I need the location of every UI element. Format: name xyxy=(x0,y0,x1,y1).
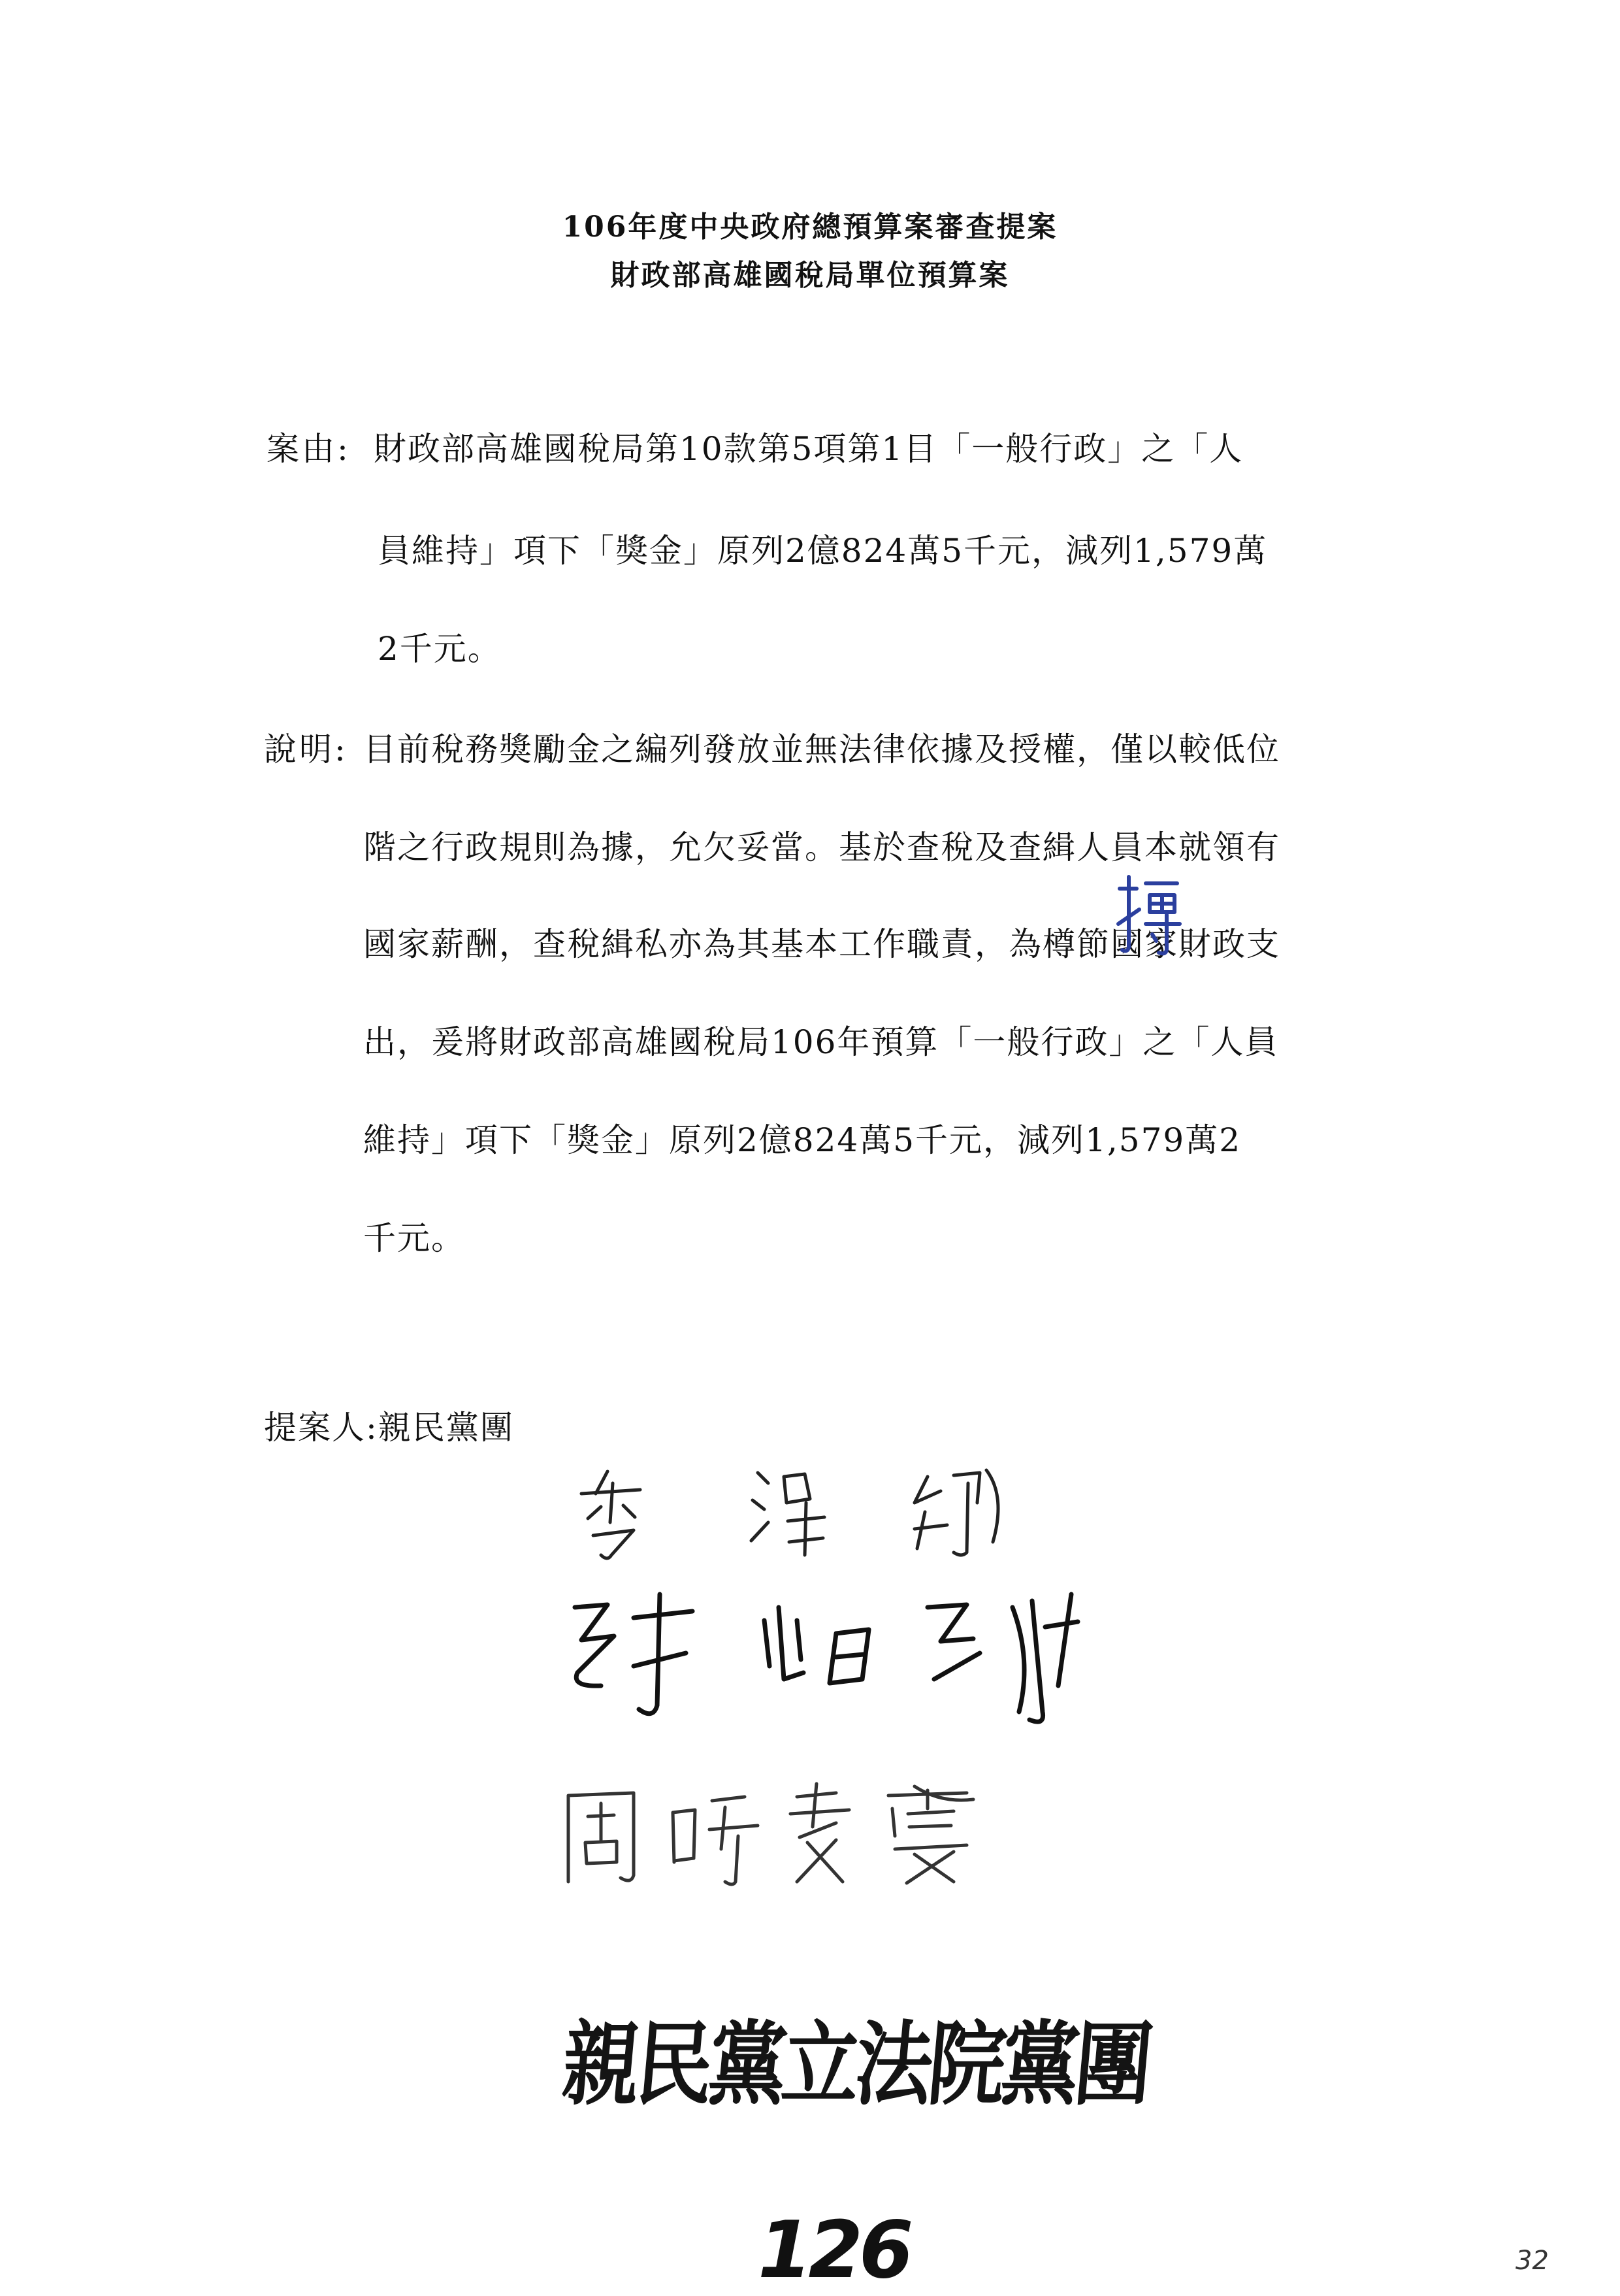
signature-3 xyxy=(549,1777,1045,1888)
corner-number: 32 xyxy=(1515,2246,1549,2276)
signature-2 xyxy=(562,1581,1124,1731)
proposer: 提案人:親民黨團 xyxy=(264,1409,514,1447)
case-label: 案由: xyxy=(267,430,351,468)
case-line-2: 員維持」項下「獎金」原列2億824萬5千元，減列1,579萬 xyxy=(378,532,1268,570)
page-number: 126 xyxy=(758,2205,910,2296)
explanation-line-5: 維持」項下「獎金」原列2億824萬5千元，減列1,579萬2 xyxy=(363,1121,1242,1159)
explanation-line-3: 國家薪酬，查稅緝私亦為其基本工作職責，為樽節國家財政支 xyxy=(363,925,1280,963)
document-subtitle: 財政部高雄國稅局單位預算案 xyxy=(610,259,1010,292)
explanation-label: 說明: xyxy=(264,730,348,768)
handwritten-correction xyxy=(1112,869,1184,963)
party-stamp-text: 親民黨立法院黨團 xyxy=(558,2010,1154,2118)
party-stamp xyxy=(558,2010,1154,2118)
explanation-line-1: 目前稅務獎勵金之編列發放並無法律依據及授權，僅以較低位 xyxy=(363,730,1280,768)
case-line-1: 財政部高雄國稅局第10款第5項第1目「一般行政」之「人 xyxy=(374,430,1244,468)
case-line-3: 2千元。 xyxy=(378,630,502,668)
document-title: 106年度中央政府總預算案審查提案 xyxy=(562,210,1058,244)
explanation-line-6: 千元。 xyxy=(363,1219,465,1257)
signature-1 xyxy=(562,1457,1097,1562)
explanation-line-2: 階之行政規則為據，允欠妥當。基於查稅及查緝人員本就領有 xyxy=(363,828,1280,866)
explanation-line-4: 出，爰將財政部高雄國稅局106年預算「一般行政」之「人員 xyxy=(363,1023,1279,1061)
